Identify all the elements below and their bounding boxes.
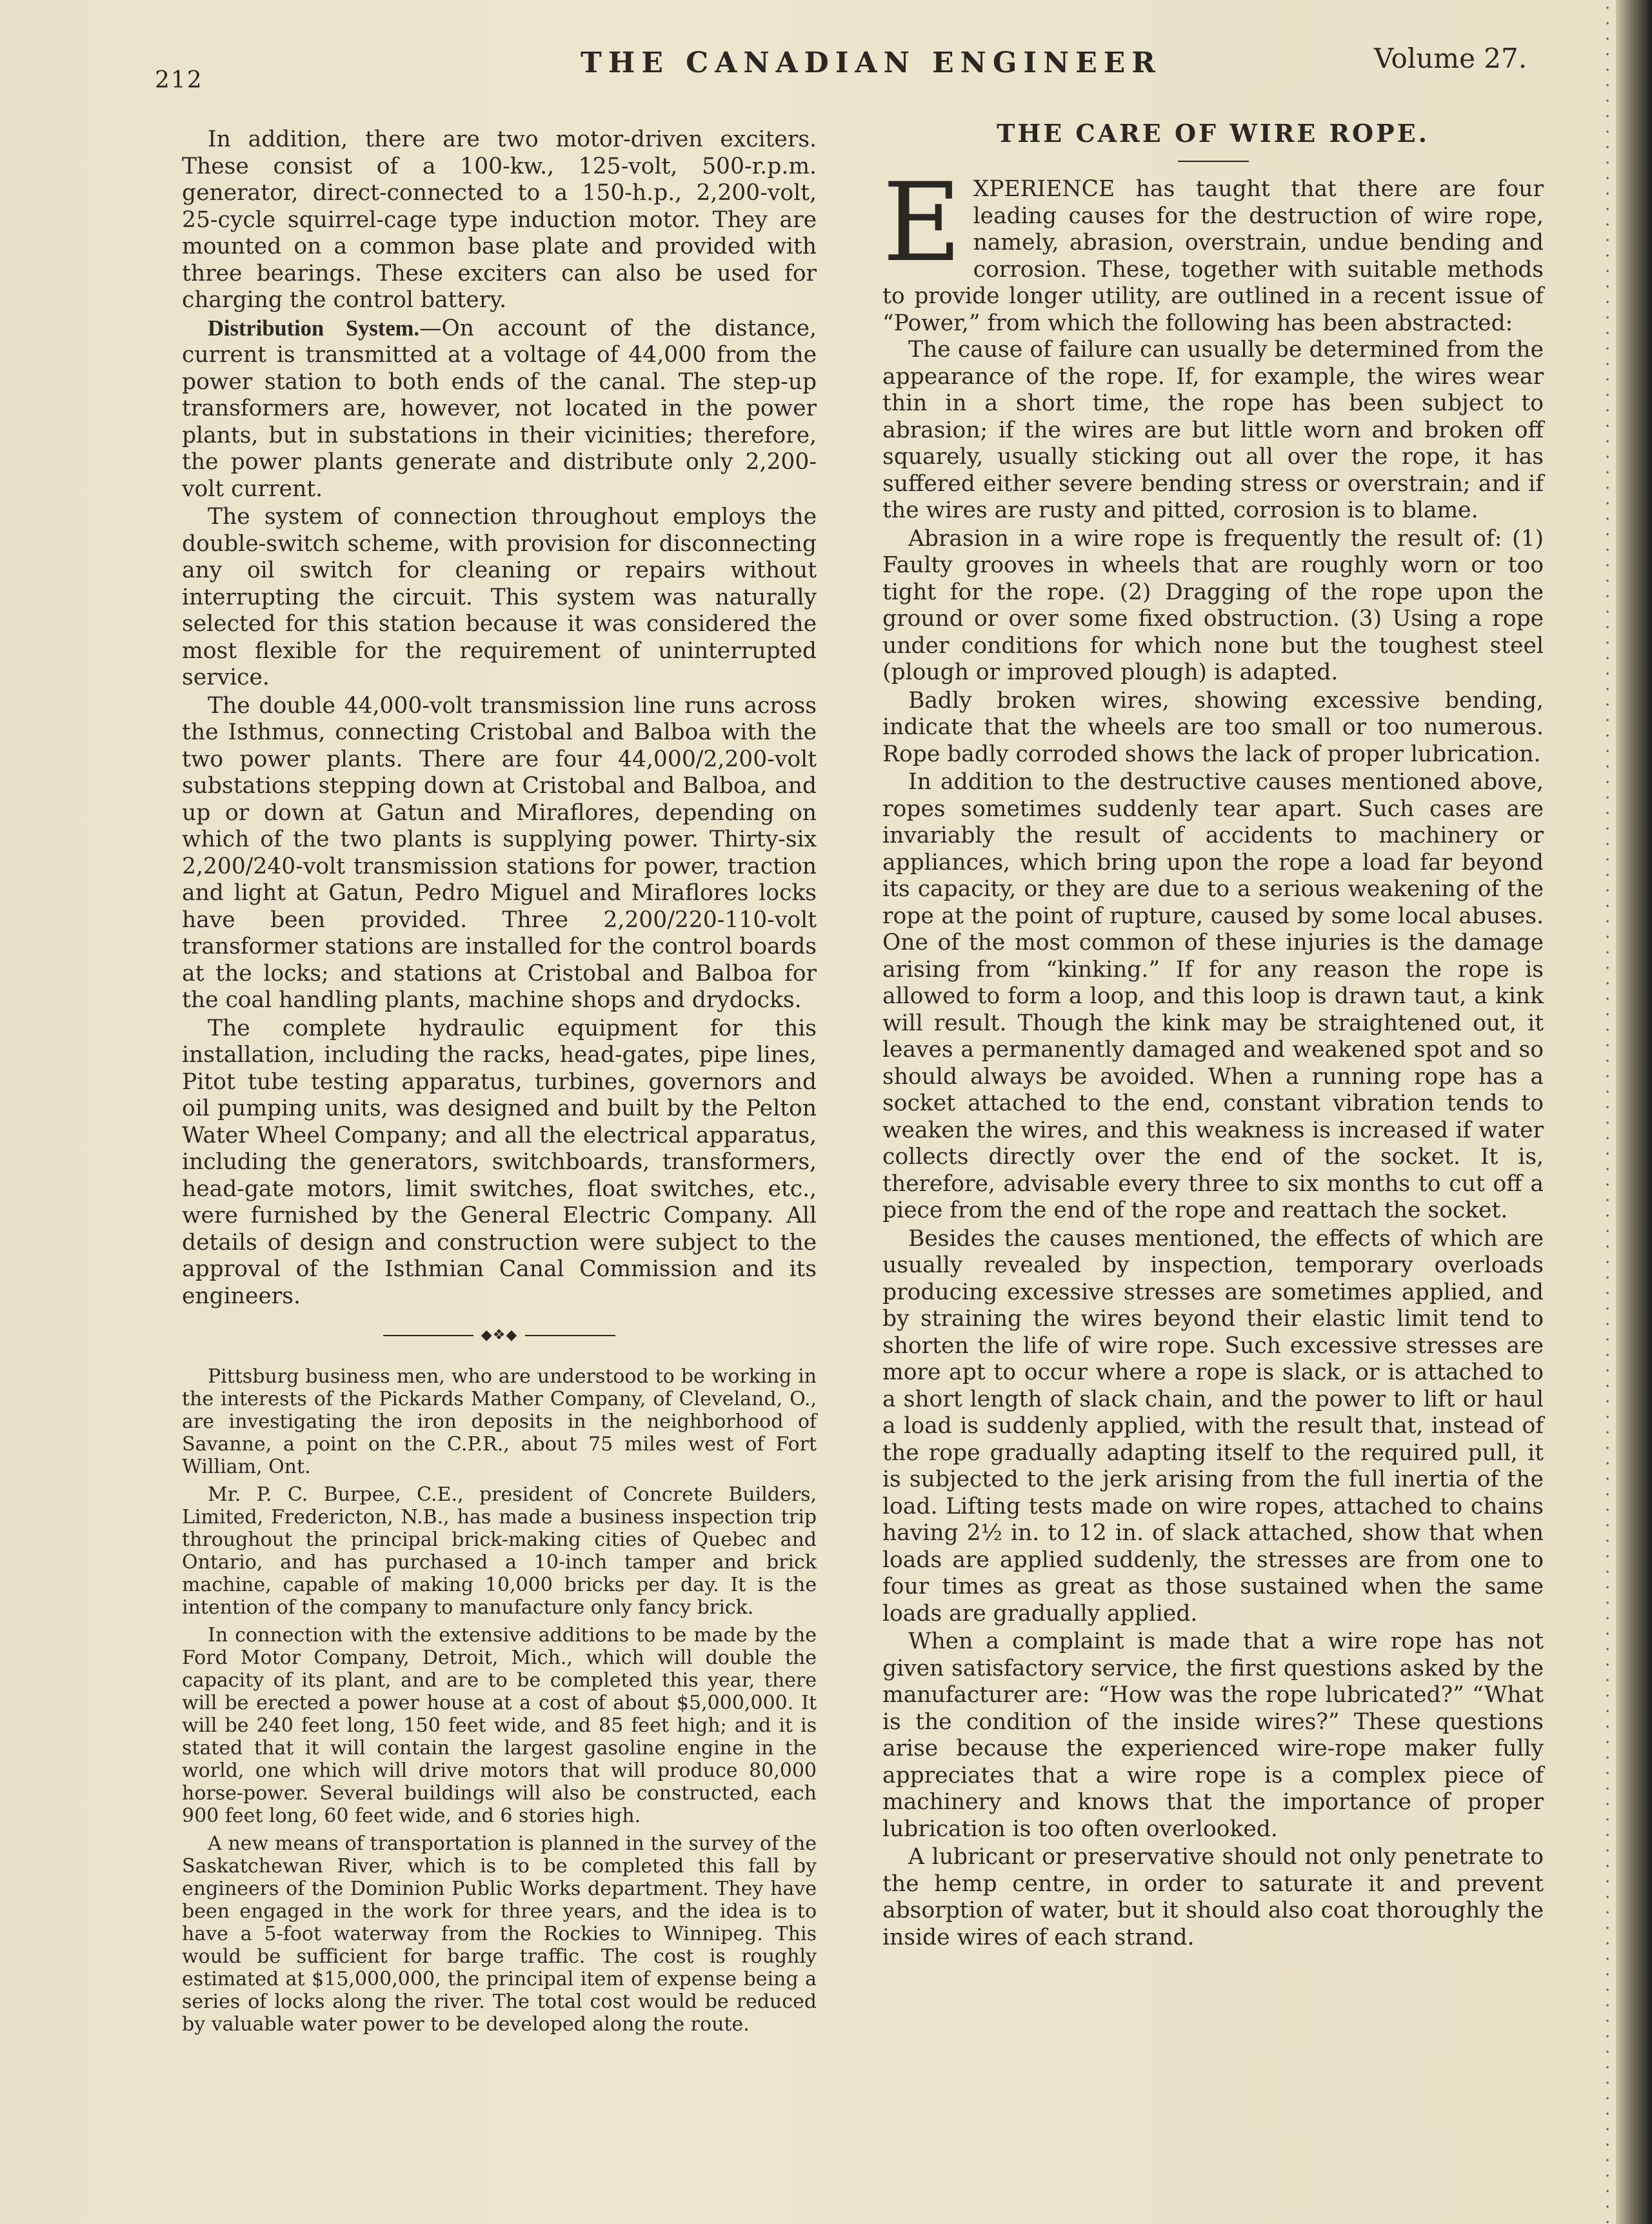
page-binding-edge: [1616, 0, 1652, 2224]
distribution-heading: Distribution System.: [208, 316, 420, 341]
page-number: 212: [155, 67, 203, 94]
intro-text: XPERIENCE has taught that there are four leading causes for the destruction of wire rope, namely, abrasion, overstrain, undue bending and corrosion. These, together with suitable methods to provide longer utility, are outlined in a recent issue of “Power,” from which the following has been abstracted:: [882, 176, 1544, 336]
title-rule: [1178, 161, 1249, 162]
news-item: Pittsburg business men, who are understood to be working in the interests of the Pickards Mather Company, of Cleveland, O., are investigating the iron deposits in the neighborhood of Savanne, a point on the C.P.R., about 75 miles west of Fort William, Ont.: [182, 1365, 817, 1478]
journal-title: THE CANADIAN ENGINEER: [581, 46, 1162, 79]
section-ornament: ◆❖◆: [383, 1329, 615, 1342]
right-column: [882, 110, 1544, 1951]
article-paragraph: A lubricant or preservative should not only penetrate to the hemp centre, in order to saturate it and prevent absorption of water, but it should also coat thoroughly the inside wires of each strand.: [882, 1844, 1544, 1950]
article-title: THE CARE OF WIRE ROPE.: [997, 119, 1429, 148]
transmission-paragraph: The double 44,000-volt transmission line runs across the Isthmus, connecting Cristobal and Balboa with the two power plants. There are four 44,000/2,200-volt substations stepping down at Cristobal and Balboa, and up or down at Gatun and Miraflores, depending on which of the two plants is supplying power. Thirty-six 2,200/240-volt transmission stations for power, traction and light at Gatun, Pedro Miguel and Miraflores locks have been provided. Three 2,200/220-110-volt transformer stations are installed for the control boards at the locks; and stations at Cristobal and Balboa for the coal handling plants, machine shops and drydocks.: [182, 692, 817, 1013]
distribution-text: —On account of the distance, current is transmitted at a voltage of 44,000 from the power station to both ends of the canal. The step-up transformers are, however, not located in the power plants, but in substations in their vicinities; therefore, the power plants generate and distribute only 2,200-volt current.: [182, 315, 817, 502]
article-paragraph: The cause of failure can usually be determined from the appearance of the rope. If, for example, the wires wear thin in a short time, the rope has been subject to abrasion; if the wires are but little worn and broken off squarely, usually sticking out all over the rope, it has suffered either severe bending stress or overstrain; and if the wires are rusty and pitted, corrosion is to blame.: [882, 337, 1544, 523]
hydraulic-paragraph: The complete hydraulic equipment for this installation, including the racks, head-gates, pipe lines, Pitot tube testing apparatus, turbines, governors and oil pumping units, was designed and built by the Pelton Water Wheel Company; and all the electrical apparatus, including the generators, switchboards, transformers, head-gate motors, limit switches, float switches, etc., were furnished by the General Electric Company. All details of design and construction were subject to the approval of the Isthmian Canal Commission and its engineers.: [182, 1015, 817, 1309]
volume-label: Volume 27.: [1374, 43, 1528, 74]
exciters-paragraph: In addition, there are two motor-driven exciters. These consist of a 100-kw., 125-volt, 500-r.p.m. generator, direct-connected to a 150-h.p., 2,200-volt, 25-cycle squirrel-cage type induction motor. They are mounted on a common base plate and provided with three bearings. These exciters can also be used for charging the control battery.: [182, 126, 817, 313]
drop-cap: E: [882, 159, 962, 286]
news-item: In connection with the extensive additions to be made by the Ford Motor Company, Detroit, Mich., which will double the capacity of its plant, and are to be completed this year, there will be erected a power house at a cost of about $5,000,000. It will be 240 feet long, 150 feet wide, and 85 feet high; and it is stated that it will contain the largest gasoline engine in the world, one which will drive motors that will produce 80,000 horse-power. Several buildings will also be constructed, each 900 feet long, 60 feet wide, and 6 stories high.: [182, 1624, 817, 1827]
intro-paragraph: [882, 159, 1544, 337]
distribution-paragraph: [182, 316, 817, 503]
news-item: Mr. P. C. Burpee, C.E., president of Concrete Builders, Limited, Fredericton, N.B., has made a business inspection trip throughout the principal brick-making cities of Quebec and Ontario, and has purchased a 10-inch tamper and brick machine, capable of making 10,000 bricks per day. It is the intention of the company to manufacture only fancy brick.: [182, 1483, 817, 1619]
news-item: A new means of transportation is planned in the survey of the Saskatchewan River, which is to be completed this fall by engineers of the Dominion Public Works department. They have been engaged in the work for three years, and the idea is to have a 5-foot waterway from the Rockies to Winnipeg. This would be sufficient for barge traffic. The cost is roughly estimated at $15,000,000, the principal item of expense being a series of locks along the river. The total cost would be reduced by valuable water power to be developed along the route.: [182, 1832, 817, 2036]
connection-paragraph: The system of connection throughout employs the double-switch scheme, with provision for disconnecting any oil switch for cleaning or repairs without interrupting the circuit. This system was naturally selected for this station because it was considered the most flexible for the requirement of uninterrupted service.: [182, 504, 817, 690]
page-header: [0, 43, 1616, 94]
article-paragraph: In addition to the destructive causes mentioned above, ropes sometimes suddenly tear apart. Such cases are invariably the result of accidents to machinery or appliances, which bring upon the rope a load far beyond its capacity, or they are due to a serious weakening of the rope at the point of rupture, caused by some local abuses. One of the most common of these injuries is the damage arising from “kinking.” If for any reason the rope is allowed to form a loop, and this loop is drawn taut, a kink will result. Though the kink may be straightened out, it leaves a permanently damaged and weakened spot and so should always be avoided. When a running rope has a socket attached to the end, constant vibration tends to weaken the wires, and this weakness is increased if water collects directly over the end of the socket. It is, therefore, advisable every three to six months to cut off a piece from the end of the rope and reattach the socket.: [882, 769, 1544, 1223]
article-paragraph: Besides the causes mentioned, the effects of which are usually revealed by inspection, temporary overloads producing excessive stresses are sometimes applied, and by straining the wires beyond their elastic limit tend to shorten the life of wire rope. Such excessive stresses are more apt to occur where a rope is slack, or is attached to a short length of slack chain, and the power to lift or haul a load is suddenly applied, with the result that, instead of the rope gradually adapting itself to the required pull, it is subjected to the jerk arising from the full inertia of the load. Lifting tests made on wire ropes, attached to chains having 2½ in. to 12 in. of slack attached, show that when loads are applied suddenly, the stresses are from one to four times as great as those sustained when the same loads are gradually applied.: [882, 1225, 1544, 1627]
left-column: [182, 126, 817, 2036]
article-paragraph: Badly broken wires, showing excessive bending, indicate that the wheels are too small or too numerous. Rope badly corroded shows the lack of proper lubrication.: [882, 687, 1544, 767]
article-paragraph: Abrasion in a wire rope is frequently the result of: (1) Faulty grooves in wheels that are roughly worn or too tight for the rope. (2) Dragging of the rope upon the ground or over some fixed obstruction. (3) Using a rope under conditions for which none but the toughest steel (plough or improved plough) is adapted.: [882, 525, 1544, 685]
binding-perforation: [1605, 0, 1610, 2224]
article-paragraph: When a complaint is made that a wire rope has not given satisfactory service, the first questions asked by the manufacturer are: “How was the rope lubricated?” “What is the condition of the inside wires?” These questions arise because the experienced wire-rope maker fully appreciates that a wire rope is a complex piece of machinery and knows that the importance of proper lubrication is too often overlooked.: [882, 1628, 1544, 1842]
